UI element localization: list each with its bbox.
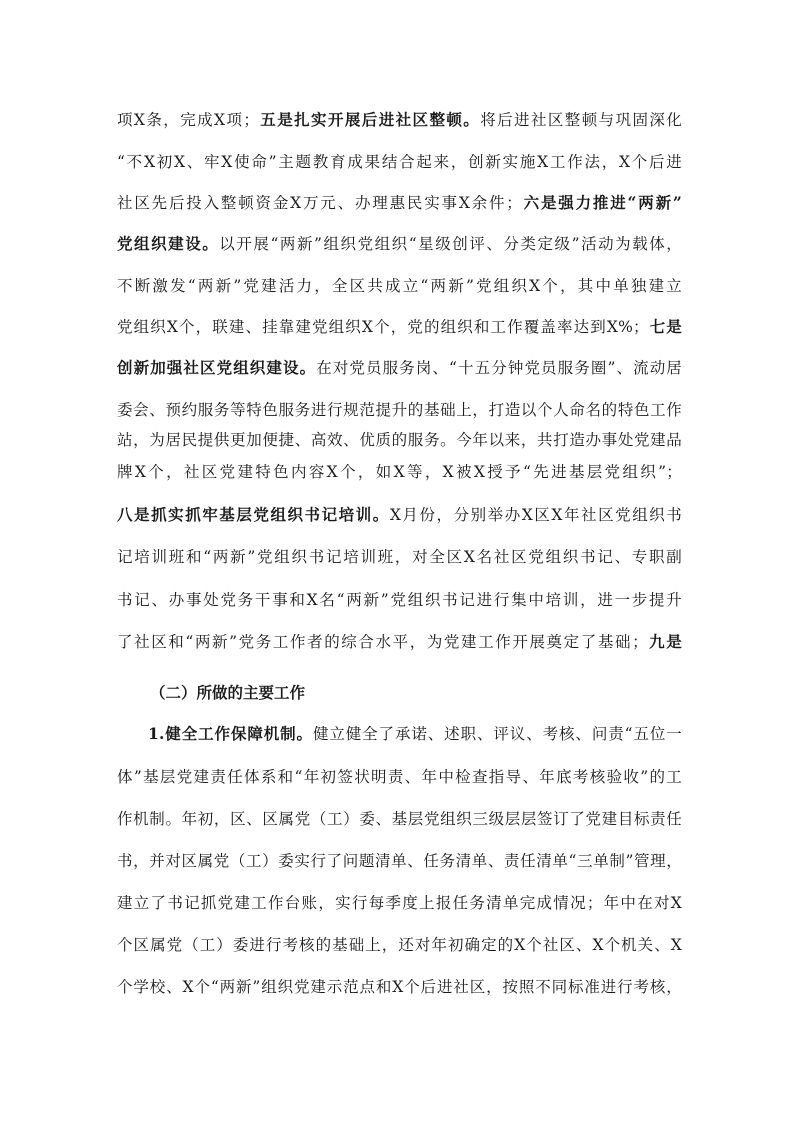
paragraph-line: 作机制。年初，区、区属党（工）委、基层党组织三级层层签订了党建目标责任 <box>117 810 682 828</box>
paragraph-line: 站，为居民提供更加便捷、高效、优质的服务。今年以来，共打造办事处党建品 <box>117 431 682 449</box>
section-heading: （二）所做的主要工作 <box>150 683 306 702</box>
paragraph-line: 项X条，完成X项；五是扎实开展后进社区整顿。将后进社区整顿与巩固深化 <box>117 110 682 129</box>
paragraph-line: 个区属党（工）委进行考核的基础上，还对年初确定的X个社区、X个机关、X <box>117 936 682 954</box>
paragraph-line: 了社区和“两新”党务工作者的综合水平，为党建工作开展奠定了基础；九是 <box>117 632 682 651</box>
paragraph-line: 体”基层党建责任体系和“年初签状明责、年中检查指导、年底考核验收”的工 <box>117 768 682 786</box>
paragraph-line: 个学校、X个“两新”组织党建示范点和X个后进社区，按照不同标准进行考核， <box>117 978 682 996</box>
paragraph-line: 1.健全工作保障机制。健立健全了承诺、述职、评议、考核、问责“五位一 <box>148 724 682 743</box>
paragraph-line: 记培训班和“两新”党组织书记培训班，对全区X名社区党组织书记、专职副 <box>117 548 682 566</box>
paragraph-line: 党组织建设。以开展“两新”组织党组织“星级创评、分类定级”活动为载体， <box>117 234 682 253</box>
paragraph-line: 牌X个，社区党建特色内容X个，如X等，X被X授予“先进基层党组织”； <box>117 463 682 481</box>
paragraph-line: 书记、办事处党务干事和X名“两新”党组织书记进行集中培训，进一步提升 <box>117 591 682 609</box>
paragraph-line: 委会、预约服务等特色服务进行规范提升的基础上，打造以个人命名的特色工作 <box>117 401 682 419</box>
paragraph-line: 创新加强社区党组织建设。在对党员服务岗、“十五分钟党员服务圈”、流动居 <box>117 358 682 377</box>
paragraph-line: 建立了书记抓党建工作台账，实行每季度上报任务清单完成情况；年中在对X <box>117 894 682 912</box>
paragraph-line: 不断激发“两新”党建活力，全区共成立“两新”党组织X个，其中单独建立 <box>117 277 682 295</box>
paragraph-line: 党组织X个，联建、挂靠建党组织X个，党的组织和工作覆盖率达到X%；七是 <box>117 317 682 336</box>
paragraph-line: “不X初X、牢X使命”主题教育成果结合起来，创新实施X工作法，X个后进 <box>117 153 682 171</box>
paragraph-line: 八是抓实抓牢基层党组织书记培训。X月份，分别举办X区X年社区党组织书 <box>117 505 682 524</box>
paragraph-line: 书，并对区属党（工）委实行了问题清单、任务清单、责任清单“三单制”管理， <box>117 852 682 870</box>
paragraph-line: 社区先后投入整顿资金X万元、办理惠民实事X余件；六是强力推进“两新” <box>117 193 682 212</box>
